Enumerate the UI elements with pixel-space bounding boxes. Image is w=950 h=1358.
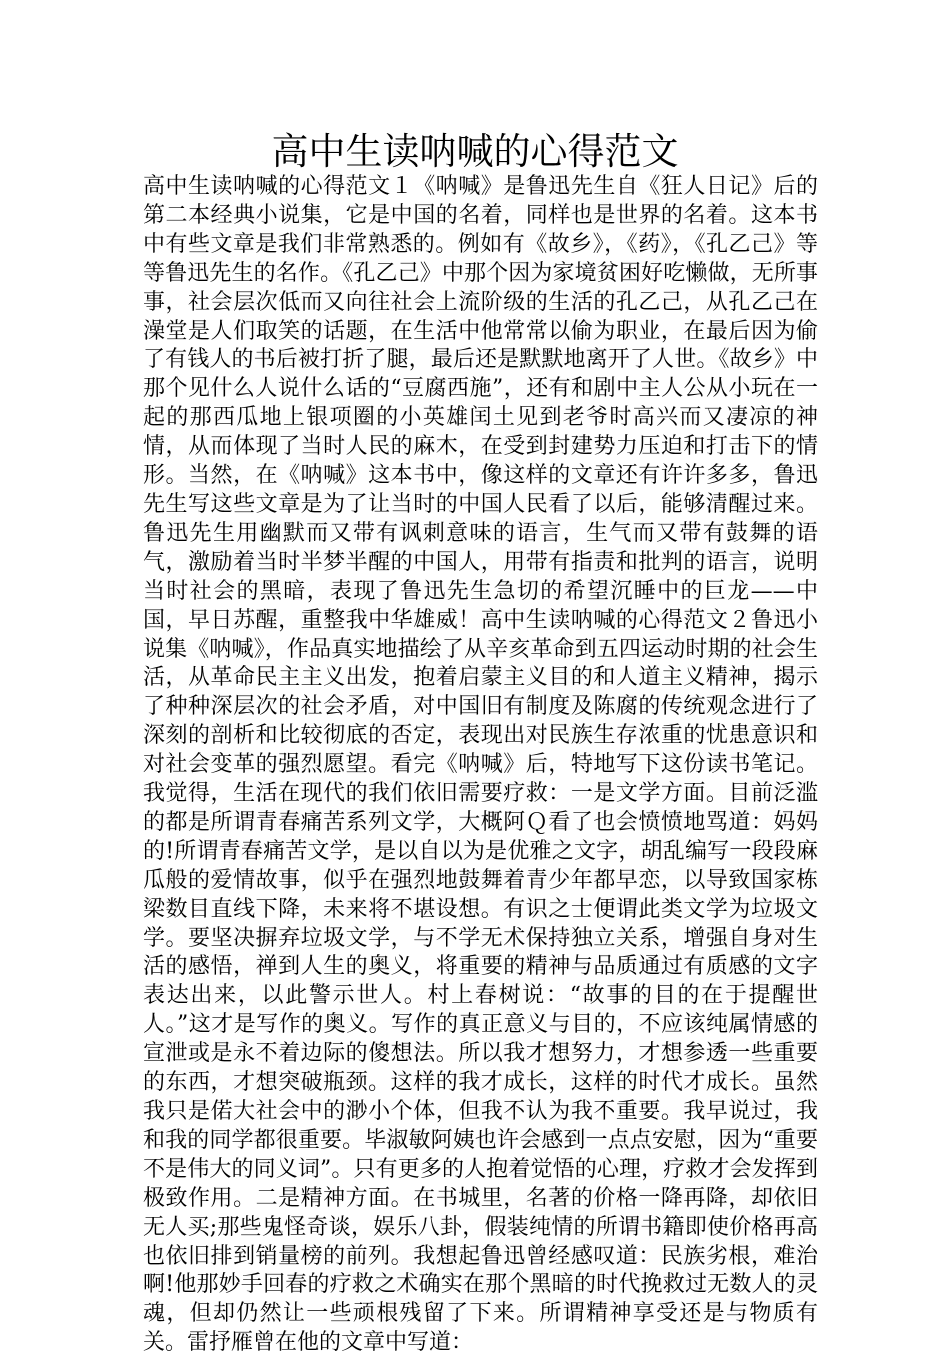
document-body: 高中生读呐喊的心得范文１《呐喊》是鲁迅先生自《狂人日记》后的第二本经典小说集，它是中国的名着，同样也是世界的名着。这本书中有些文章是我们非常熟悉的。例如有《故乡》，《药》，《孔乙己》等等鲁迅先生的名作。《孔乙己》中那个因为家境贫困好吃懒做，无所事事，社会层次低而又向往社会上流阶级的生活的孔乙己，从孔乙己在澡堂是人们取笑的话题，在生活中他常常以偷为职业，在最后因为偷了有钱人的书后被打折了腿，最后还是默默地离开了人世。《故乡》中那个见什么人说什么话的“豆腐西施”，还有和剧中主人公从小玩在一起的那西瓜地上银项圈的小英雄闰土见到老爷时高兴而又凄凉的神情，从而体现了当时人民的麻木，在受到封建势力压迫和打击下的情形。当然，在《呐喊》这本书中，像这样的文章还有许许多多，鲁迅先生写这些文章是为了让当时的中国人民看了以后，能够清醒过来。鲁迅先生用幽默而又带有讽刺意味的语言，生气而又带有鼓舞的语气，激励着当时半梦半醒的中国人，用带有指责和批判的语言，说明当时社会的黑暗，表现了鲁迅先生急切的希望沉睡中的巨龙——中国，早日苏醒，重整我中华雄威！高中生读呐喊的心得范文２鲁迅小说集《呐喊》，作品真实地描绘了从辛亥革命到五四运动时期的社会生活，从革命民主主义出发，抱着启蒙主义目的和人道主义精神，揭示了种种深层次的社会矛盾，对中国旧有制度及陈腐的传统观念进行了深刻的剖析和比较彻底的否定，表现出对民族生存浓重的忧患意识和对社会变革的强烈愿望。看完《呐喊》后，特地写下这份读书笔记。我觉得，生活在现代的我们依旧需要疗救：一是文学方面。目前泛滥的都是所谓青春痛苦系列文学，大概阿Ｑ看了也会愤愤地骂道：妈妈的!所谓青春痛苦文学，是以自以为是优雅之文字，胡乱编写一段段麻瓜般的爱情故事，似乎在强烈地鼓舞着青少年都早恋，以导致国家栋梁数目直线下降，未来将不堪设想。有识之士便谓此类文学为垃圾文学。要坚决摒弃垃圾文学，与不学无术保持独立关系，增强自身对生活的感悟，禅到人生的奥义，将重要的精神与品质通过有质感的文字表达出来，以此警示世人。村上春树说：“故事的目的在于提醒世人。”这才是写作的奥义。写作的真正意义与目的，不应该纯属情感的宣泄或是永不着边际的傻想法。所以我才想努力，才想参透一些重要的东西，才想突破瓶颈。这样的我才成长，这样的时代才成长。虽然我只是偌大社会中的渺小个体，但我不认为我不重要。我早说过，我和我的同学都很重要。毕淑敏阿姨也许会感到一点点安慰，因为“重要不是伟大的同义词”。只有更多的人抱着觉悟的心理，疗救才会发挥到极致作用。二是精神方面。在书城里，名著的价格一降再降，却依旧无人买;那些鬼怪奇谈，娱乐八卦，假装纯情的所谓书籍即使价格再高也依旧排到销量榜的前列。我想起鲁迅曾经感叹道：民族劣根，难治啊!他那妙手回春的疗救之术确实在那个黑暗的时代挽救过无数人的灵魂，但却仍然让一些顽根残留了下来。所谓精神享受还是与物质有关。雷抒雁曾在他的文章中写道： — [143, 174, 818, 1356]
document-title: 高中生读呐喊的心得范文 — [271, 130, 679, 173]
